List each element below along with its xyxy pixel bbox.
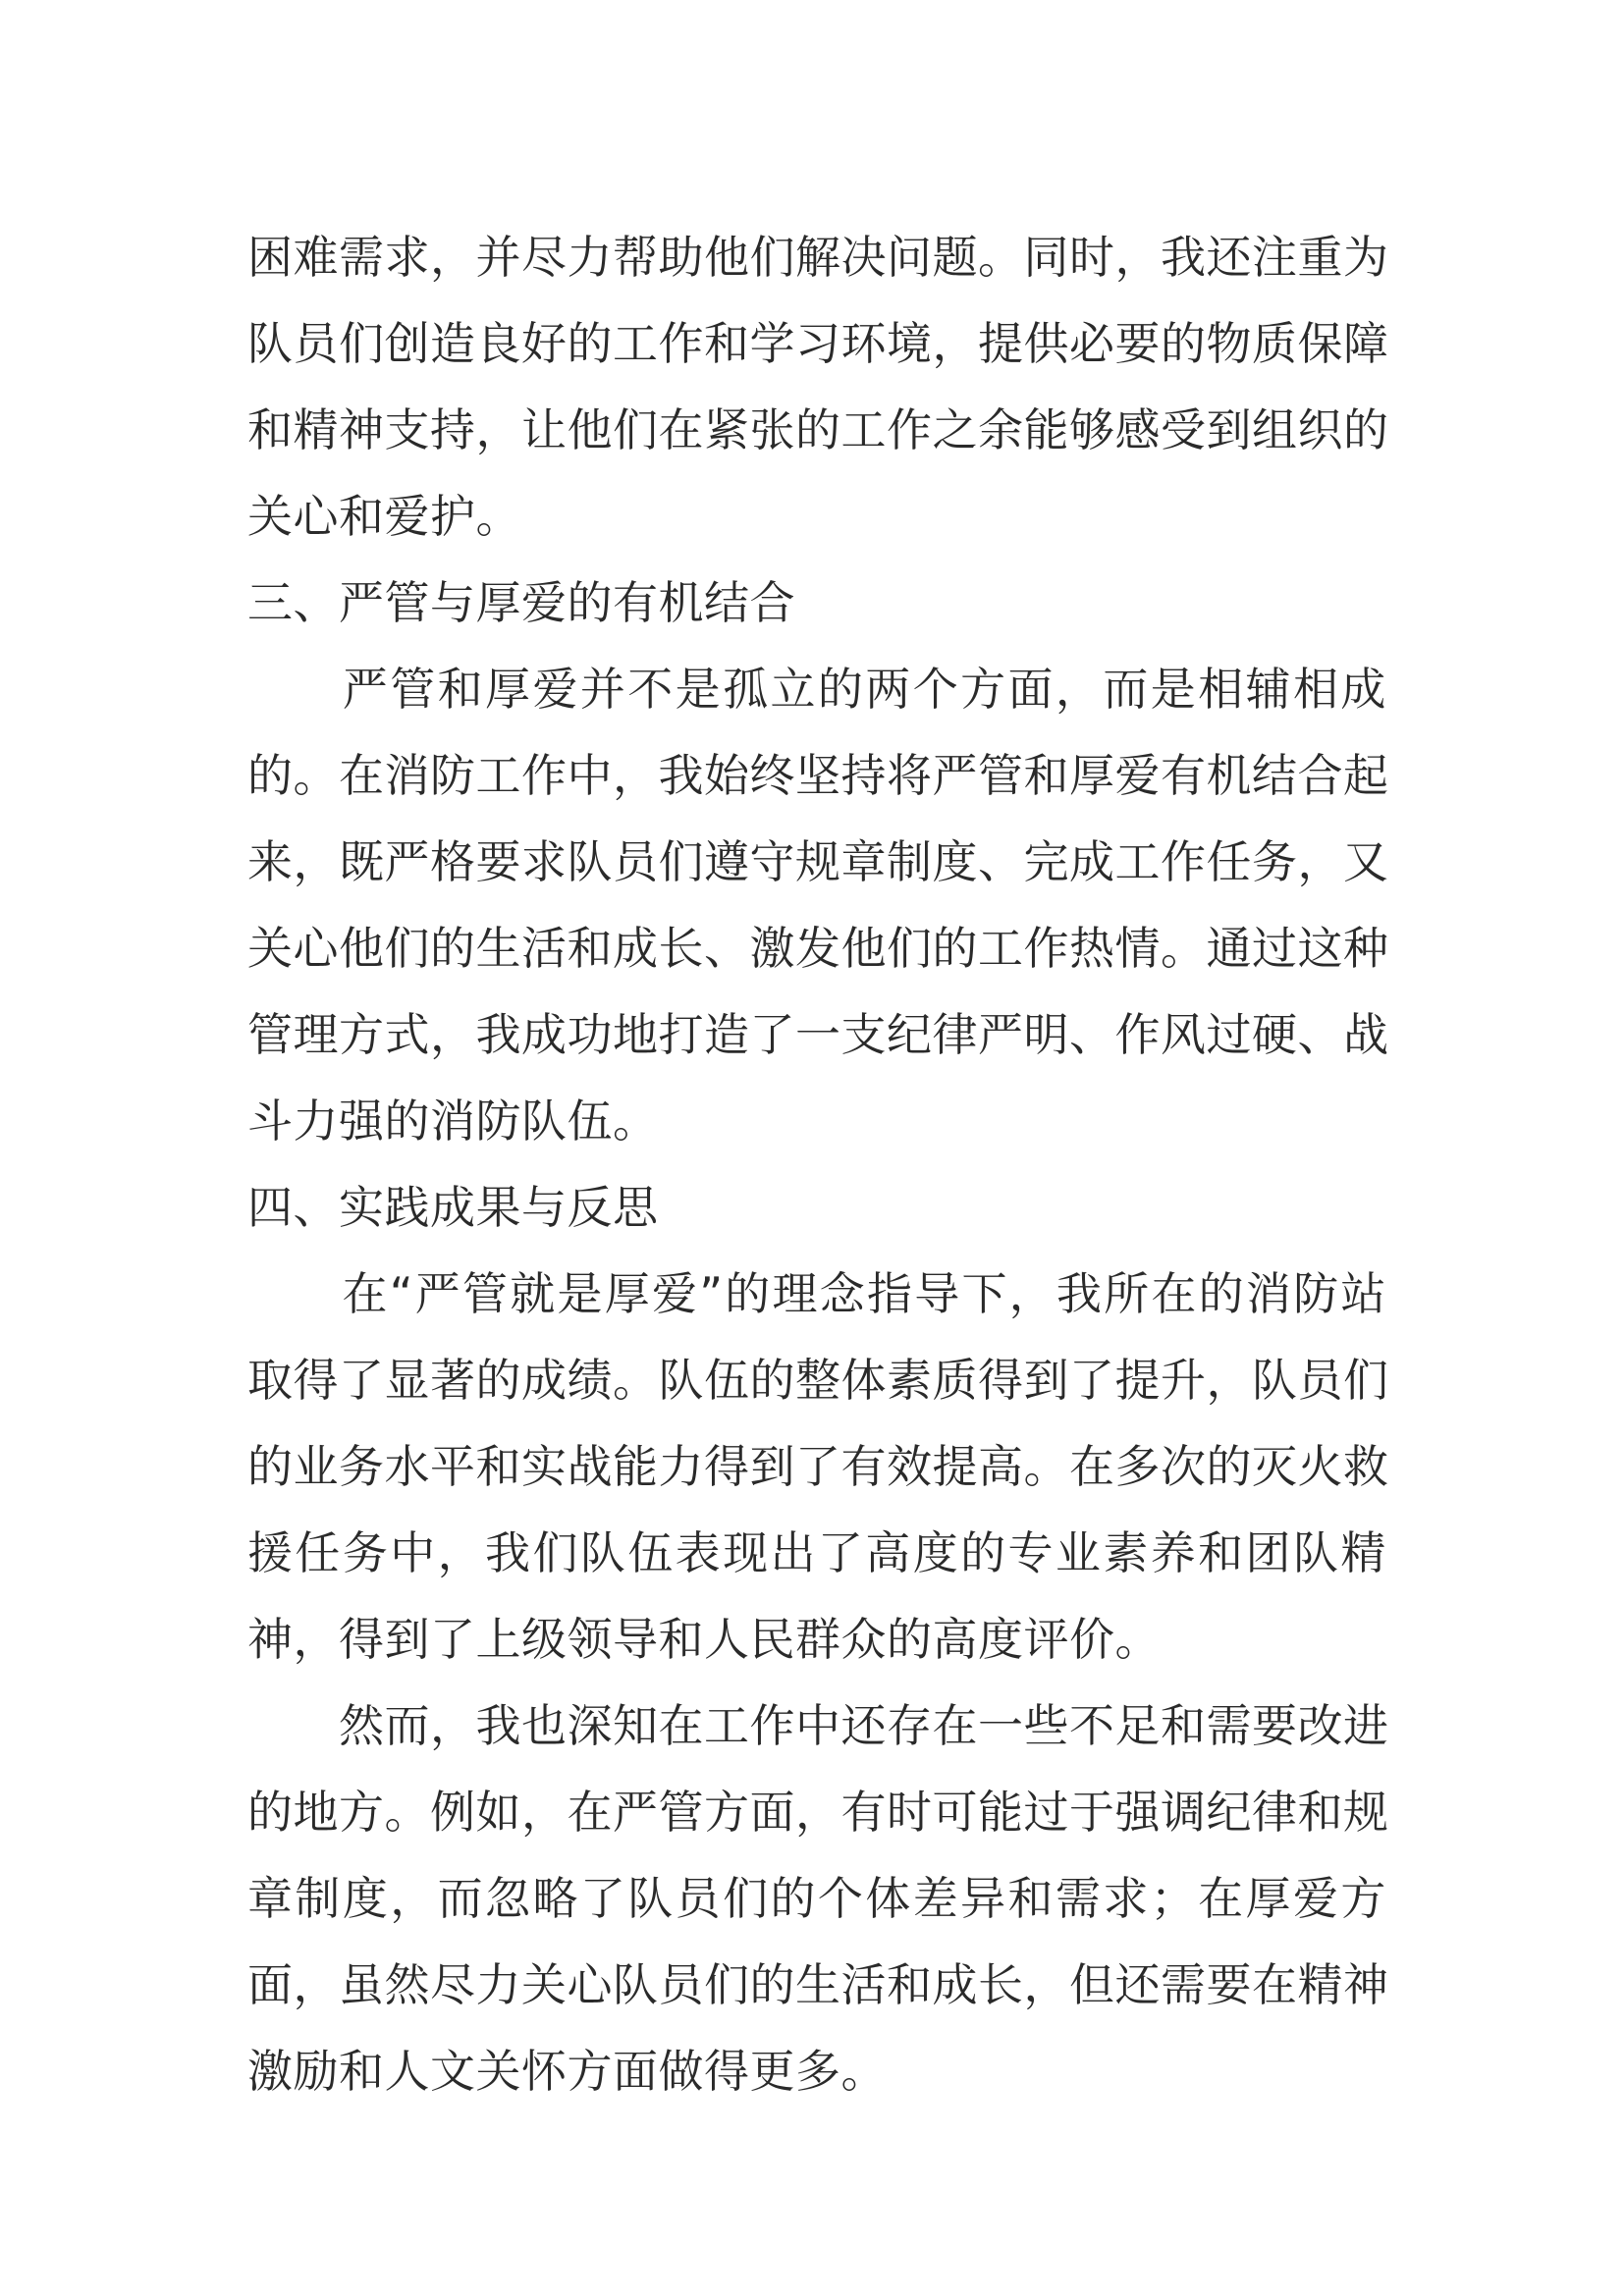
text-line: 然 而 ， 我 也 深 知 在 工 作 中 还 存 在 一 些 不 足 和 需 要 改 进 <box>339 1699 1389 1752</box>
text-line: 援 任 务 中 ， 我 们 队 伍 表 现 出 了 高 度 的 专 业 素 养 和 团 队 精 <box>247 1526 1386 1579</box>
text-line: 队 员 们 创 造 良 好 的 工 作 和 学 习 环 境 ， 提 供 必 要 的 物 质 保 障 <box>247 317 1389 370</box>
text-line: 的 。 在 消 防 工 作 中 ， 我 始 终 坚 持 将 严 管 和 厚 爱 有 机 结 合 起 <box>247 749 1389 802</box>
text-line: 章 制 度 ， 而 忽 略 了 队 员 们 的 个 体 差 异 和 需 求 ； 在 厚 爱 方 <box>247 1872 1386 1925</box>
text-line: 严 管 和 厚 爱 并 不 是 孤 立 的 两 个 方 面 ， 而 是 相 辅 相 成 <box>342 663 1386 716</box>
text-line: 激励和人文关怀方面做得更多。 <box>247 2045 887 2098</box>
text-line: 神，得到了上级领导和人民群众的高度评价。 <box>247 1613 1161 1666</box>
text-line: 和 精 神 支 持 ， 让 他 们 在 紧 张 的 工 作 之 余 能 够 感 受 到 组 织 的 <box>247 403 1389 456</box>
text-line: 困 难 需 求 ， 并 尽 力 帮 助 他 们 解 决 问 题 。 同 时 ， 我 还 注 重 为 <box>247 231 1389 284</box>
text-line: 关心和爱护。 <box>247 490 521 543</box>
section-heading: 四、实践成果与反思 <box>247 1181 659 1234</box>
text-line: 取 得 了 显 著 的 成 绩 。 队 伍 的 整 体 素 质 得 到 了 提 升 ， 队 员 们 <box>247 1354 1389 1407</box>
text-line: 在 “ 严 管 就 是 厚 爱 ” 的 理 念 指 导 下 ， 我 所 在 的 消 防 站 <box>342 1267 1386 1320</box>
text-line: 的 业 务 水 平 和 实 战 能 力 得 到 了 有 效 提 高 。 在 多 次 的 灭 火 救 <box>247 1440 1389 1493</box>
text-line: 关 心 他 们 的 生 活 和 成 长 、 激 发 他 们 的 工 作 热 情 。 通 过 这 种 <box>247 922 1389 975</box>
text-line: 面 ， 虽 然 尽 力 关 心 队 员 们 的 生 活 和 成 长 ， 但 还 需 要 在 精 神 <box>247 1958 1389 2011</box>
text-line: 来 ， 既 严 格 要 求 队 员 们 遵 守 规 章 制 度 、 完 成 工 作 任 务 ， 又 <box>247 835 1389 888</box>
text-line: 的 地 方 。 例 如 ， 在 严 管 方 面 ， 有 时 可 能 过 于 强 调 纪 律 和 规 <box>247 1786 1389 1839</box>
section-heading: 三、严管与厚爱的有机结合 <box>247 576 795 629</box>
text-line: 斗力强的消防队伍。 <box>247 1095 659 1148</box>
text-line: 管 理 方 式 ， 我 成 功 地 打 造 了 一 支 纪 律 严 明 、 作 风 过 硬 、 战 <box>247 1008 1389 1061</box>
